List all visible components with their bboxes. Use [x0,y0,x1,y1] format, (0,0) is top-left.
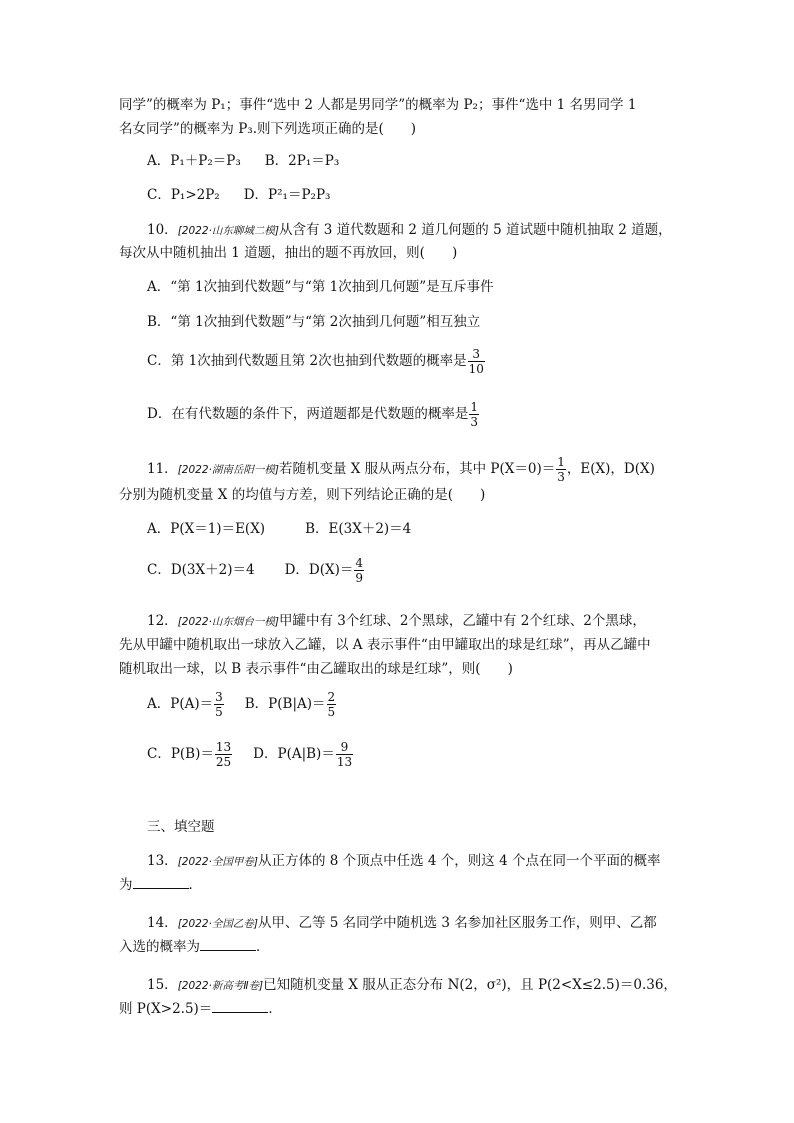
q12-option-a-text: A．P(A)＝ [147,696,214,712]
q10-stem-line-1 [147,221,672,240]
answer-blank[interactable] [200,938,256,951]
q10-option-c-text: C．第 1次抽到代数题且第 2次也抽到代数题的概率是 [147,353,467,369]
q10-option-d-text: D．在有代数题的条件下，两道题都是代数题的概率是 [147,406,469,422]
fraction-denominator: 10 [468,362,484,376]
q14-number: 14． [147,915,178,931]
q15-stem-line-1 [147,976,677,995]
q12-options-ab [147,690,337,719]
q12-option-b-text: B．P(B|A)＝ [244,696,326,712]
q14-line-2-text: 入选的概率为 [119,939,200,955]
q14-source: [2022·全国乙卷] [177,918,258,930]
q11-options-cd [147,556,365,585]
q15-line-2-text: 则 P(X>2.5)＝ [119,1001,213,1017]
q15-end: ． [268,1001,282,1017]
q11-number: 11． [147,461,178,477]
q11-option-b: B．E(3X＋2)＝4 [305,521,412,537]
fraction-denominator: 3 [557,470,565,484]
q12-stem-line-3: 随机取出一球，以 B 表示事件“由乙罐取出的球是红球”，则( ) [119,661,513,677]
fraction [469,400,479,429]
q9-option-b: B．2P₁＝P₃ [264,153,340,169]
q15-number: 15． [147,977,178,993]
q13-end: ． [188,877,202,893]
q12-source: [2022·山东烟台一模] [177,616,279,628]
q10-source: [2022·山东聊城二模] [177,225,279,237]
q11-option-a: A．P(X＝1)＝E(X) [147,521,266,537]
fraction [215,740,232,769]
fraction [556,455,566,484]
fraction-denominator: 25 [215,755,232,769]
q13-stem-text: 从正方体的 8 个顶点中任选 4 个，则这 4 个点在同一个平面的概率 [257,853,661,869]
q13-stem-line-1 [147,852,660,871]
q11-stem-text-a: 若随机变量 X 服从两点分布，其中 P(X＝0)＝ [278,461,556,477]
fraction-denominator: 13 [336,755,353,769]
q14-stem-text: 从甲、乙等 5 名同学中随机选 3 名参加社区服务工作，则甲、乙都 [257,915,657,931]
fraction-numerator: 13 [215,740,232,754]
fraction-numerator: 2 [327,690,336,704]
q11-option-c: C．D(3X＋2)＝4 [147,562,255,578]
q15-stem-text: 已知随机变量 X 服从正态分布 N(2，σ²)，且 P(2<X≤2.5)＝0.36， [263,977,677,993]
q10-stem-line-2: 每次从中随机抽出 1 道题，抽出的题不再放回，则( ) [119,245,458,261]
q14-stem-line-1 [147,914,657,933]
q15-source: [2022·新高考Ⅱ卷] [177,980,264,992]
q10-option-b: B．“第 1次抽到代数题”与“第 2次抽到几何题”相互独立 [147,314,481,330]
fraction-numerator: 3 [215,690,223,704]
fraction-denominator: 5 [215,705,223,719]
q9-options-cd [147,186,330,204]
q9-line-2: 名女同学”的概率为 P₃.则下列选项正确的是( ) [119,121,417,137]
q11-stem-line-1 [147,455,655,484]
q10-option-d [147,400,480,429]
q9-line-1: 同学”的概率为 P₁；事件“选中 2 人都是男同学”的概率为 P₂；事件“选中 1 名男同学 1 [119,97,637,113]
q11-stem-line-2: 分别为随机变量 X 的均值与方差，则下列结论正确的是( ) [119,487,486,503]
fraction-numerator: 1 [470,400,478,414]
fraction [336,740,353,769]
q9-options-ab [147,152,339,170]
q13-line-2-text: 为 [119,877,133,893]
q12-number: 12． [147,613,178,629]
q13-source: [2022·全国甲卷] [177,856,258,868]
fraction [327,690,337,719]
fraction-denominator: 5 [327,705,336,719]
q14-end: ． [256,939,270,955]
q9-option-d: D．P²₁＝P₂P₃ [243,187,331,203]
q10-number: 10． [147,222,178,238]
q11-option-d-text: D．D(X)＝ [284,562,354,578]
q12-options-cd [147,740,354,769]
q14-stem-line-2 [119,938,270,956]
q13-stem-line-2 [119,876,202,894]
section-heading: 三、填空题 [147,819,215,835]
q12-stem-line-2: 先从甲罐中随机取出一球放入乙罐，以 A 表示事件“由甲罐取出的球是红球”，再从乙罐中 [119,637,651,653]
fraction-numerator: 4 [355,556,364,570]
fraction-denominator: 3 [470,415,478,429]
q10-option-c [147,347,486,376]
q12-option-d-text: D．P(A|B)＝ [253,746,335,762]
q12-stem-line-1 [147,612,646,631]
answer-blank[interactable] [212,1000,268,1013]
q12-stem-text: 甲罐中有 3个红球、2个黑球，乙罐中有 2个红球、2个黑球， [278,613,646,629]
fraction-numerator: 1 [557,455,565,469]
q11-stem-text-b: ，E(X)，D(X) [566,461,655,477]
fraction [354,556,364,585]
q10-option-a: A．“第 1次抽到代数题”与“第 1次抽到几何题”是互斥事件 [147,279,494,295]
q9-option-c: C．P₁>2P₂ [147,187,220,203]
fraction-denominator: 9 [355,571,364,585]
q13-number: 13． [147,853,178,869]
q11-source: [2022·湖南岳阳一模] [177,464,279,476]
answer-blank[interactable] [133,876,189,889]
q10-stem-text: 从含有 3 道代数题和 2 道几何题的 5 道试题中随机抽取 2 道题， [278,222,672,238]
fraction-numerator: 9 [336,740,353,755]
q9-option-a: A．P₁＋P₂＝P₃ [147,153,241,169]
q12-option-c-text: C．P(B)＝ [147,746,214,762]
fraction [214,690,224,719]
fraction [468,347,485,376]
q15-stem-line-2 [119,1000,282,1018]
q11-options-ab [147,520,411,538]
fraction-numerator: 3 [468,347,485,362]
